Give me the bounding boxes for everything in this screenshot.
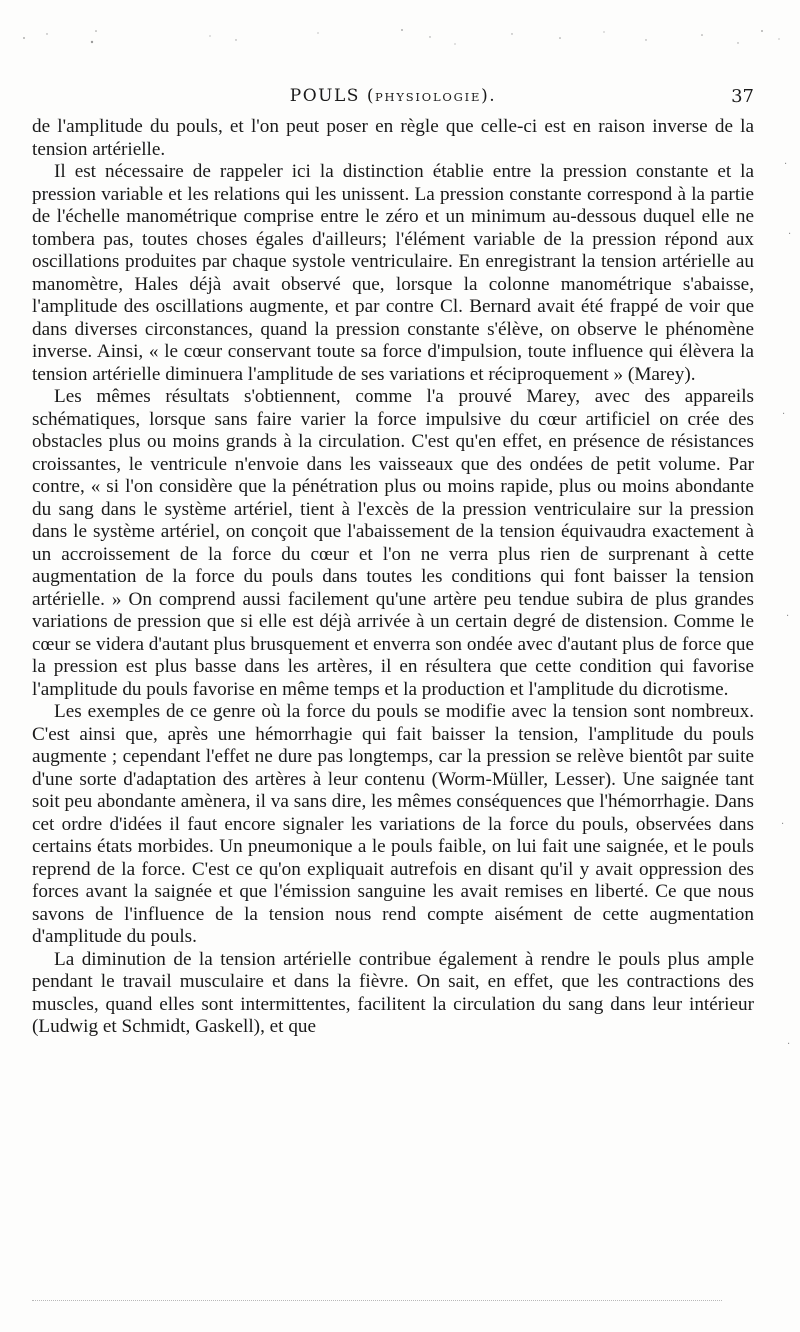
running-title-smallcaps: PHYSIOLOGIE bbox=[374, 90, 482, 104]
running-title-end: ). bbox=[481, 86, 497, 106]
paragraph-pressure-distinction: Il est nécessaire de rappeler ici la distinction établie entre la pression constante et la pression variable et les relations qui les unissent. La pression constante correspond à la partie de l'échelle manométrique comprise entre le zéro et un minimum au-dessous duquel elle ne tombera pas, toutes choses égales d'ailleurs; l'élément variable de la pression répond aux oscillations produites par chaque systole ventriculaire. En enregistrant la tension artérielle au manomètre, Hales déjà avait observé que, lorsque la colonne manométrique s'abaisse, l'amplitude des oscillations augmente, et par contre Cl. Bernard avait été frappé de voir que dans diverses circonstances, quand la pression constante s'élève, on observe le phénomène inverse. Ainsi, « le cœur conservant toute sa force d'impulsion, toute influence qui élèvera la tension artérielle diminuera l'amplitude de ses variations et réciproquement » (Marey). bbox=[32, 161, 754, 385]
scan-speck: · bbox=[788, 229, 792, 240]
paragraph-continuation: de l'amplitude du pouls, et l'on peut poser en règle que celle-ci est en raison inverse de la tension artérielle. bbox=[32, 116, 754, 160]
body-text bbox=[32, 116, 754, 1039]
scan-speck: · bbox=[787, 1039, 791, 1050]
scan-speck: · bbox=[784, 159, 788, 170]
page-number: 37 bbox=[731, 86, 754, 107]
scan-speck: · bbox=[782, 409, 786, 420]
paragraph-examples: Les exemples de ce genre où la force du pouls se modifie avec la tension sont nombreux. C'est ainsi que, après une hémorrhagie qui fait baisser la tension, l'amplitude du pouls augmente ; cependant l'effet ne dure pas longtemps, car la pression se relève bientôt par suite d'une sorte d'adaptation des artères à leur contenu (Worm-Müller, Lesser). Une saignée tant soit peu abondante amènera, il va sans dire, les mêmes conséquences que l'hémorrhagie. Dans cet ordre d'idées il faut encore signaler les variations de la force du pouls, observées dans certains états morbides. Un pneumonique a le pouls faible, on lui fait une saignée, et le pouls reprend de la force. C'est ce qu'on expliquait autrefois en disant qu'il y avait oppression des forces avant la saignée et que l'émission sanguine les avait remises en liberté. Ce que nous savons de l'influence de la tension nous rend compte aisément de cette augmentation d'amplitude du pouls. bbox=[32, 701, 754, 947]
running-title-main: POULS ( bbox=[289, 86, 375, 106]
bottom-edge-rule bbox=[32, 1300, 722, 1301]
paragraph-arterial-tension: La diminution de la tension artérielle contribue également à rendre le pouls plus ample pendant le travail musculaire et dans la fièvre. On sait, en effet, que les contractions des muscles, quand elles sont intermittentes, facilitent la circulation du sang dans leur intérieur (Ludwig et Schmidt, Gaskell), et que bbox=[32, 948, 754, 1037]
running-title bbox=[32, 86, 754, 106]
paragraph-schematic-apparatus: Les mêmes résultats s'obtiennent, comme l'a prouvé Marey, avec des appareils schématiques, lorsque sans faire varier la force impulsive du cœur artificiel on crée des obstacles plus ou moins grands à la circulation. C'est qu'en effet, en présence de résistances croissantes, le ventricule n'envoie dans les vaisseaux que des ondées de petit volume. Par contre, « si l'on considère que la pénétration plus ou moins rapide, plus ou moins abondante du sang dans le système artériel, tient à l'excès de la pression ventriculaire sur la pression dans le système artériel, on conçoit que l'abaissement de la tension équivaudra exactement à un accroissement de la force du cœur et l'on ne verra plus rien de surprenant à cette augmentation de la force du pouls dans toutes les conditions qui font baisser la tension artérielle. » On comprend aussi facilement qu'une artère peu tendue subira de plus grandes variations de pression que si elle est déjà arrivée à un certain degré de distension. Comme le cœur se videra d'autant plus brusquement et enverra son ondée avec d'autant plus de force que la pression est plus basse dans les artères, il en résultera que cette condition qui favorise l'amplitude du pouls favorise en même temps et la production et l'amplitude du dicrotisme. bbox=[32, 386, 754, 700]
scan-speck: · bbox=[781, 819, 785, 830]
scan-speck: · bbox=[786, 611, 790, 622]
running-header bbox=[32, 86, 754, 112]
scan-noise-top bbox=[0, 22, 800, 52]
